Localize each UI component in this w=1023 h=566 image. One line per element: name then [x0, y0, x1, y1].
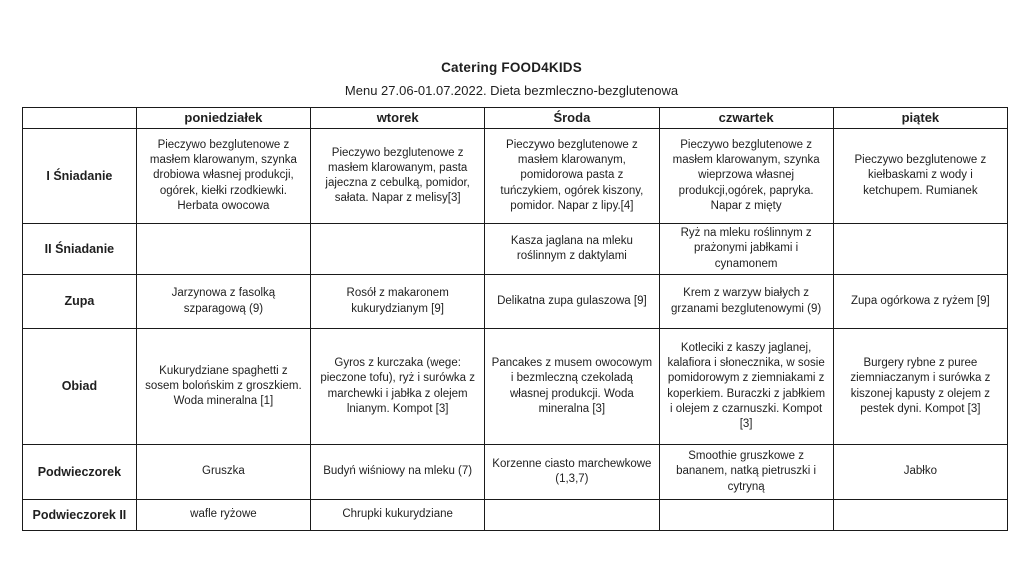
menu-cell: Krem z warzyw białych z grzanami bezglutenowymi (9)	[659, 275, 833, 329]
menu-cell: Pieczywo bezglutenowe z masłem klarowanym, szynka drobiowa własnej produkcji, ogórek, kiełki rzodkiewki. Herbata owocowa	[136, 129, 310, 224]
menu-cell: Korzenne ciasto marchewkowe (1,3,7)	[485, 445, 659, 500]
menu-cell: Ryż na mleku roślinnym z prażonymi jabłkami i cynamonem	[659, 224, 833, 275]
menu-cell: Jabłko	[833, 445, 1007, 500]
menu-row	[23, 500, 1008, 531]
menu-cell	[833, 500, 1007, 531]
menu-row	[23, 224, 1008, 275]
menu-cell: Pieczywo bezglutenowe z masłem klarowanym, pasta jajeczna z cebulką, pomidor, sałata. Napar z melisy[3]	[311, 129, 485, 224]
menu-cell: Pieczywo bezglutenowe z masłem klarowanym, pomidorowa pasta z tuńczykiem, ogórek kiszony, pomidor. Napar z lipy.[4]	[485, 129, 659, 224]
menu-cell: Kukurydziane spaghetti z sosem bolońskim z groszkiem. Woda mineralna [1]	[136, 329, 310, 445]
menu-cell: Burgery rybne z puree ziemniaczanym i surówka z kiszonej kapusty z olejem z pestek dyni. Kompot [3]	[833, 329, 1007, 445]
menu-cell: Budyń wiśniowy na mleku (7)	[311, 445, 485, 500]
day-header-5: piątek	[833, 108, 1007, 129]
menu-cell: Gyros z kurczaka (wege: pieczone tofu), ryż i surówka z marchewki i jabłka z olejem lnianym. Kompot [3]	[311, 329, 485, 445]
document-header	[0, 0, 1023, 98]
menu-cell: Kasza jaglana na mleku roślinnym z daktylami	[485, 224, 659, 275]
menu-row	[23, 129, 1008, 224]
menu-cell: Jarzynowa z fasolką szparagową (9)	[136, 275, 310, 329]
menu-cell: Gruszka	[136, 445, 310, 500]
day-header-3: Środa	[485, 108, 659, 129]
menu-cell: Pieczywo bezglutenowe z kiełbaskami z wody i ketchupem. Rumianek	[833, 129, 1007, 224]
menu-cell: Pancakes z musem owocowym i bezmleczną czekoladą własnej produkcji. Woda mineralna [3]	[485, 329, 659, 445]
menu-table-header-row	[23, 108, 1008, 129]
corner-header-cell	[23, 108, 137, 129]
document-subtitle: Menu 27.06-01.07.2022. Dieta bezmleczno-bezglutenowa	[344, 83, 679, 98]
menu-cell: Rosół z makaronem kukurydzianym [9]	[311, 275, 485, 329]
menu-cell	[833, 224, 1007, 275]
meal-row-label: Obiad	[23, 329, 137, 445]
menu-row	[23, 445, 1008, 500]
menu-row	[23, 329, 1008, 445]
meal-row-label: II Śniadanie	[23, 224, 137, 275]
menu-cell: Smoothie gruszkowe z bananem, natką pietruszki i cytryną	[659, 445, 833, 500]
menu-cell: Pieczywo bezglutenowe z masłem klarowanym, szynka wieprzowa własnej produkcji,ogórek, papryka. Napar z mięty	[659, 129, 833, 224]
menu-cell	[136, 224, 310, 275]
document-title: Catering FOOD4KIDS	[441, 60, 582, 75]
menu-cell: Delikatna zupa gulaszowa [9]	[485, 275, 659, 329]
meal-row-label: Podwieczorek	[23, 445, 137, 500]
menu-cell: Zupa ogórkowa z ryżem [9]	[833, 275, 1007, 329]
menu-cell: Chrupki kukurydziane	[311, 500, 485, 531]
menu-cell: Kotleciki z kaszy jaglanej, kalafiora i słonecznika, w sosie pomidorowym z ziemniakami z koperkiem. Buraczki z jabłkiem i olejem z czarnuszki. Kompot [3]	[659, 329, 833, 445]
menu-cell: wafle ryżowe	[136, 500, 310, 531]
day-header-2: wtorek	[311, 108, 485, 129]
menu-cell	[485, 500, 659, 531]
weekly-menu-table	[22, 107, 1008, 531]
meal-row-label: Podwieczorek II	[23, 500, 137, 531]
day-header-4: czwartek	[659, 108, 833, 129]
menu-table-body	[23, 129, 1008, 531]
meal-row-label: Zupa	[23, 275, 137, 329]
day-header-1: poniedziałek	[136, 108, 310, 129]
menu-row	[23, 275, 1008, 329]
menu-cell	[659, 500, 833, 531]
menu-cell	[311, 224, 485, 275]
meal-row-label: I Śniadanie	[23, 129, 137, 224]
